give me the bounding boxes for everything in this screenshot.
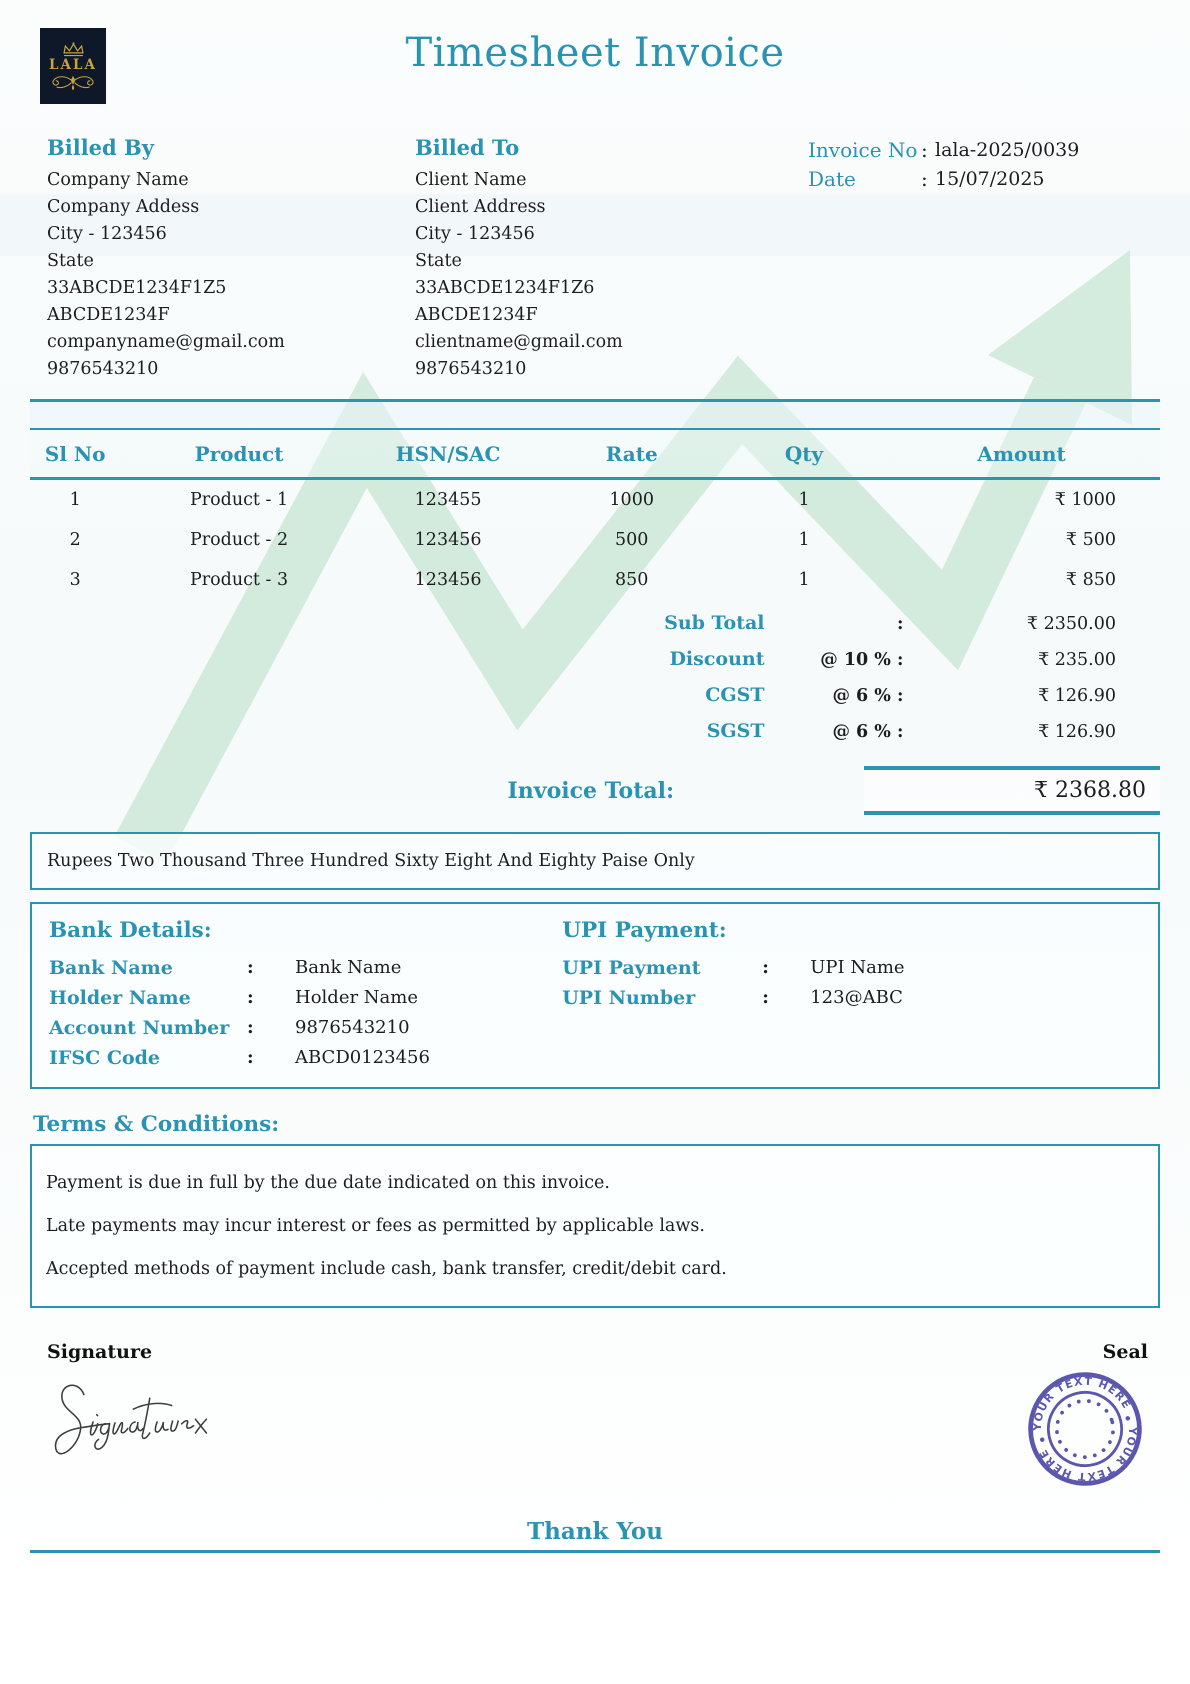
seal-text-bottom: YOUR TEXT HERE	[1036, 1426, 1140, 1484]
cgst-rate: @ 6 % :	[832, 686, 904, 706]
billed-by-line: 9876543210	[47, 359, 159, 379]
signature-label: Signature	[47, 1341, 153, 1363]
seal-text-top: YOUR TEXT HERE	[1030, 1374, 1134, 1432]
cgst-row	[30, 684, 1160, 720]
colon: :	[247, 1047, 254, 1068]
billed-by-line: State	[47, 251, 94, 271]
footer-rule	[30, 1550, 1160, 1553]
date-colon: :	[921, 167, 928, 191]
holder-name-label: Holder Name	[49, 987, 191, 1009]
cell-sl: 1	[69, 490, 81, 510]
subtotal-row	[30, 612, 1160, 648]
upi-payment-label: UPI Payment	[562, 957, 701, 979]
account-number-label: Account Number	[49, 1017, 230, 1039]
cell-hsn: 123455	[414, 490, 482, 510]
terms-item: Late payments may incur interest or fees as permitted by applicable laws.	[46, 1216, 705, 1236]
billed-to-line: State	[415, 251, 462, 271]
ifsc-code-value: ABCD0123456	[295, 1047, 430, 1068]
invoice-total-amount: ₹ 2368.80	[864, 766, 1161, 815]
header-rate: Rate	[538, 429, 724, 479]
discount-label: Discount	[669, 648, 765, 670]
signature-block	[30, 1340, 211, 1494]
cgst-amount: ₹ 126.90	[1038, 686, 1116, 706]
signature-seal-section	[30, 1340, 1160, 1494]
colon: :	[247, 957, 254, 978]
cell-qty: 1	[798, 530, 810, 550]
floral-ornament-icon	[49, 74, 97, 91]
table-row	[30, 520, 1160, 560]
date-value: 15/07/2025	[935, 168, 1045, 190]
upi-payment-value: UPI Name	[810, 957, 905, 978]
items-table	[30, 428, 1160, 600]
upi-payment-section	[562, 917, 1141, 1073]
billed-to-line: 9876543210	[415, 359, 527, 379]
ifsc-code-label: IFSC Code	[49, 1047, 161, 1069]
payment-details-box	[30, 902, 1160, 1089]
sgst-rate: @ 6 % :	[832, 722, 904, 742]
cell-rate: 1000	[609, 490, 654, 510]
billed-to-section	[415, 134, 808, 383]
upi-number-label: UPI Number	[562, 987, 696, 1009]
billed-to-line: Client Address	[415, 197, 546, 217]
invoice-no-value: lala-2025/0039	[935, 139, 1080, 161]
header-amount: Amount	[883, 429, 1160, 479]
billed-by-line: City - 123456	[47, 224, 167, 244]
bank-details-heading: Bank Details:	[49, 918, 212, 943]
header-hsn-sac: HSN/SAC	[358, 429, 539, 479]
billed-to-line: City - 123456	[415, 224, 535, 244]
upi-number-value: 123@ABC	[810, 987, 903, 1008]
invoice-total-label: Invoice Total:	[507, 777, 675, 804]
terms-box	[30, 1144, 1160, 1308]
invoice-meta	[808, 134, 1160, 383]
billed-to-heading: Billed To	[415, 135, 520, 160]
bank-row	[49, 1013, 562, 1043]
bank-row	[49, 983, 562, 1013]
cell-hsn: 123456	[414, 570, 482, 590]
seal-label: Seal	[1102, 1341, 1148, 1363]
discount-rate: @ 10 % :	[820, 650, 904, 670]
header	[30, 0, 1160, 114]
upi-row	[562, 953, 1141, 983]
billed-by-line: Company Name	[47, 170, 189, 190]
invoice-no-label: Invoice No	[808, 138, 918, 162]
colon: :	[247, 987, 254, 1008]
bank-row	[49, 1043, 562, 1073]
cell-product: Product - 1	[189, 490, 289, 510]
billed-by-line: 33ABCDE1234F1Z5	[47, 278, 227, 298]
bank-name-label: Bank Name	[49, 957, 173, 979]
header-product: Product	[120, 429, 357, 479]
cgst-label: CGST	[705, 684, 765, 706]
amount-in-words: Rupees Two Thousand Three Hundred Sixty Eight And Eighty Paise Only	[30, 832, 1160, 890]
colon: :	[762, 957, 769, 978]
header-sl-no: Sl No	[30, 429, 120, 479]
bank-row	[49, 953, 562, 983]
cell-sl: 2	[69, 530, 81, 550]
sgst-amount: ₹ 126.90	[1038, 722, 1116, 742]
account-number-value: 9876543210	[295, 1017, 410, 1038]
terms-item: Accepted methods of payment include cash, bank transfer, credit/debit card.	[46, 1259, 727, 1279]
billed-by-heading: Billed By	[47, 135, 154, 160]
colon: :	[762, 987, 769, 1008]
rubber-stamp-seal	[1024, 1368, 1146, 1490]
discount-amount: ₹ 235.00	[1038, 650, 1116, 670]
colon: :	[247, 1017, 254, 1038]
bank-details-section	[49, 917, 562, 1073]
terms-heading: Terms & Conditions:	[33, 1112, 280, 1137]
cell-amount: ₹ 1000	[1054, 490, 1116, 510]
cell-qty: 1	[798, 490, 810, 510]
subtotal-label: Sub Total	[664, 612, 765, 634]
table-row	[30, 560, 1160, 600]
billed-by-section	[47, 134, 415, 383]
invoice-total-row	[30, 766, 1160, 815]
billed-by-line: ABCDE1234F	[47, 305, 170, 325]
svg-text:YOUR TEXT HERE	[1035, 1423, 1146, 1490]
cell-rate: 500	[615, 530, 649, 550]
cell-amount: ₹ 500	[1065, 530, 1116, 550]
upi-payment-heading: UPI Payment:	[562, 918, 727, 943]
discount-row	[30, 648, 1160, 684]
header-qty: Qty	[725, 429, 883, 479]
date-label: Date	[808, 167, 856, 191]
subtotal-colon: :	[897, 614, 904, 634]
bank-name-value: Bank Name	[295, 957, 402, 978]
invoice-no-colon: :	[921, 138, 928, 162]
holder-name-value: Holder Name	[295, 987, 418, 1008]
upi-row	[562, 983, 1141, 1013]
cell-sl: 3	[69, 570, 81, 590]
thank-you-text: Thank You	[527, 1518, 663, 1545]
subtotal-amount: ₹ 2350.00	[1026, 614, 1116, 634]
totals-section	[30, 612, 1160, 815]
sgst-row	[30, 720, 1160, 756]
billed-to-line: 33ABCDE1234F1Z6	[415, 278, 595, 298]
billed-to-line: ABCDE1234F	[415, 305, 538, 325]
cell-hsn: 123456	[414, 530, 482, 550]
billed-by-line: Company Addess	[47, 197, 200, 217]
sgst-label: SGST	[706, 720, 765, 742]
logo-text: LALA	[49, 56, 97, 73]
table-top-rule	[30, 399, 1160, 428]
parties-section	[30, 134, 1160, 383]
billed-to-line: clientname@gmail.com	[415, 332, 623, 352]
cell-rate: 850	[615, 570, 649, 590]
seal-block	[1024, 1340, 1160, 1494]
terms-item: Payment is due in full by the due date indicated on this invoice.	[46, 1173, 610, 1193]
page-title: Timesheet Invoice	[405, 30, 785, 76]
items-table-header-row	[30, 429, 1160, 479]
cell-amount: ₹ 850	[1065, 570, 1116, 590]
cell-product: Product - 3	[189, 570, 289, 590]
cell-product: Product - 2	[189, 530, 289, 550]
signature-scribble	[51, 1376, 211, 1468]
billed-to-line: Client Name	[415, 170, 527, 190]
cell-qty: 1	[798, 570, 810, 590]
billed-by-line: companyname@gmail.com	[47, 332, 285, 352]
table-row	[30, 479, 1160, 521]
